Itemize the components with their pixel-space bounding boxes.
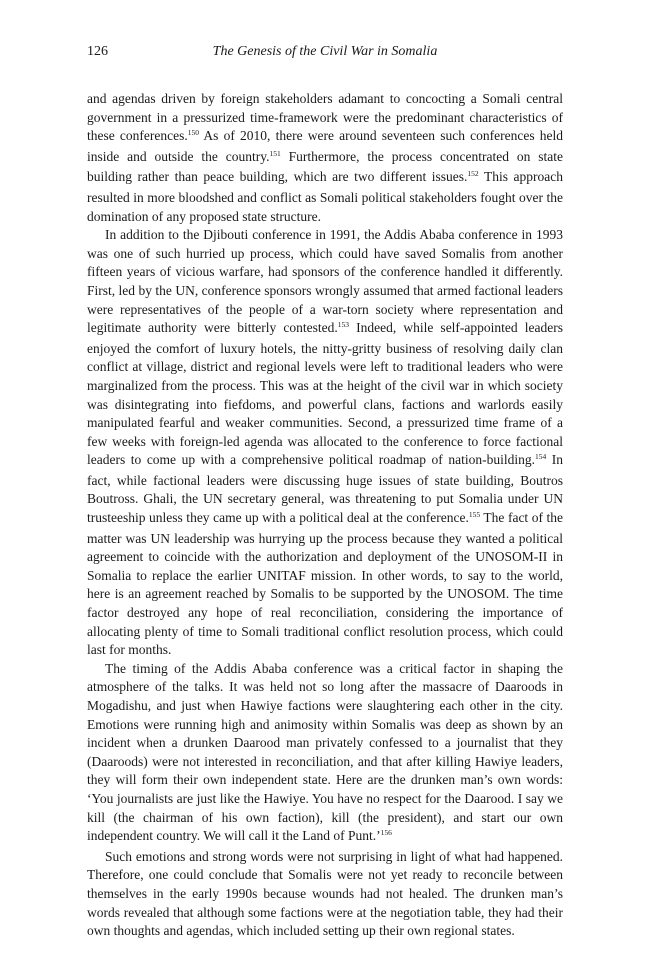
- footnote-marker: 150: [187, 128, 199, 138]
- paragraph: [87, 90, 563, 226]
- page-header: [87, 42, 563, 62]
- footnote-marker: 154: [534, 452, 547, 462]
- paragraph: [87, 660, 563, 848]
- body-text: [87, 90, 563, 941]
- text-run: In addition to the Djibouti conference in 1991, the Addis Ababa conference in 1993 was one of such hurried up process, which could have saved Somalis from another fifteen years of vicious warfare, had sponsors of the conference handled it differently. First, led by the UN, conference sponsors wrongly assumed that armed factional leaders were representatives of the people of a war-torn society where representation and legitimate authority were bitterly contested.: [87, 227, 563, 336]
- text-run: Indeed, while self-appointed leaders enjoyed the comfort of luxury hotels, the nitty-gritty business of resolving daily clan conflict at village, district and regional levels were left to traditional leaders who were marginalized from the process. This was at the height of the civil war in which society was disintegrating into fiefdoms, and powerful clans, factions and warlords easily manipulated fearful and weaker communities. Second, a pressurized time frame of a few weeks with foreign-led agenda was allocated to the conference to force factional leaders to come up with a comprehensive political roadmap of nation-building.: [87, 320, 563, 468]
- footnote-marker: 151: [269, 148, 281, 158]
- text-run: In fact, while factional leaders were discussing huge issues of state building, Boutros Boutross. Ghali, the UN secretary general, was threatening to put Somalia under UN trusteeship unless they came up with a political deal at the conference.: [87, 452, 563, 526]
- footnote-marker: 152: [467, 169, 479, 179]
- text-run: The timing of the Addis Ababa conference was a critical factor in shaping the atmosphere of the talks. It was held not so long after the massacre of Daaroods in Mogadishu, and just when Hawiye factions were slaughtering each other in the city. Emotions were running high and animosity within Somalis was deep as shown by an incident when a drunken Daarood man privately confessed to a journalist that they (Daaroods) were not interested in reconciliation, and that after killing Hawiye leaders, they will form their own independent state. Here are the drunken man’s own words: ‘You journalists are just like the Hawiye. You have no respect for the Daarood. I say we kill (the chairman of his own faction), kill (the president), and start our own independent country. We will call it the Land of Punt.’: [87, 660, 563, 844]
- text-run: The fact of the matter was UN leadership was hurrying up the process because they wanted a political agreement to coincide with the authorization and deployment of the UNOSOM-II in Somalia to replace the earlier UNITAF mission. In other words, to say to the world, here is an agreement reached by Somalis to be supported by the UNOSOM. The time factor destroyed any hope of real reconciliation, considering the importance of allocating plenty of time to Somali traditional conflict resolution process, which could last for months.: [87, 510, 563, 658]
- text-run: Such emotions and strong words were not surprising in light of what had happened. Therefore, one could conclude that Somalis were not yet ready to reconcile between themselves in the early 1990s because wounds had not healed. The drunken man’s words revealed that although some factions were at the negotiation table, they had their own thoughts and agendas, which included setting up their own regional states.: [87, 848, 563, 939]
- footnote-marker: 156: [380, 828, 392, 838]
- paragraph: [87, 848, 563, 941]
- page-number: 126: [87, 44, 108, 59]
- running-title: The Genesis of the Civil War in Somalia: [212, 44, 438, 59]
- text-run: This approach resulted in more bloodshed and conflict as Somali political stakeholders fought over the domination of any proposed state structure.: [87, 169, 563, 224]
- text-run: Furthermore, the process concentrated on state building rather than peace building, which are two different issues.: [87, 148, 563, 185]
- paragraph: [87, 226, 563, 660]
- footnote-marker: 155: [468, 510, 481, 520]
- text-run: As of 2010, there were around seventeen such conferences held inside and outside the country.: [87, 128, 563, 164]
- footnote-marker: 153: [337, 320, 349, 330]
- text-run: and agendas driven by foreign stakeholders adamant to concocting a Somali central government in a pressurized time-framework were the predominant characteristics of these conferences.: [87, 91, 563, 144]
